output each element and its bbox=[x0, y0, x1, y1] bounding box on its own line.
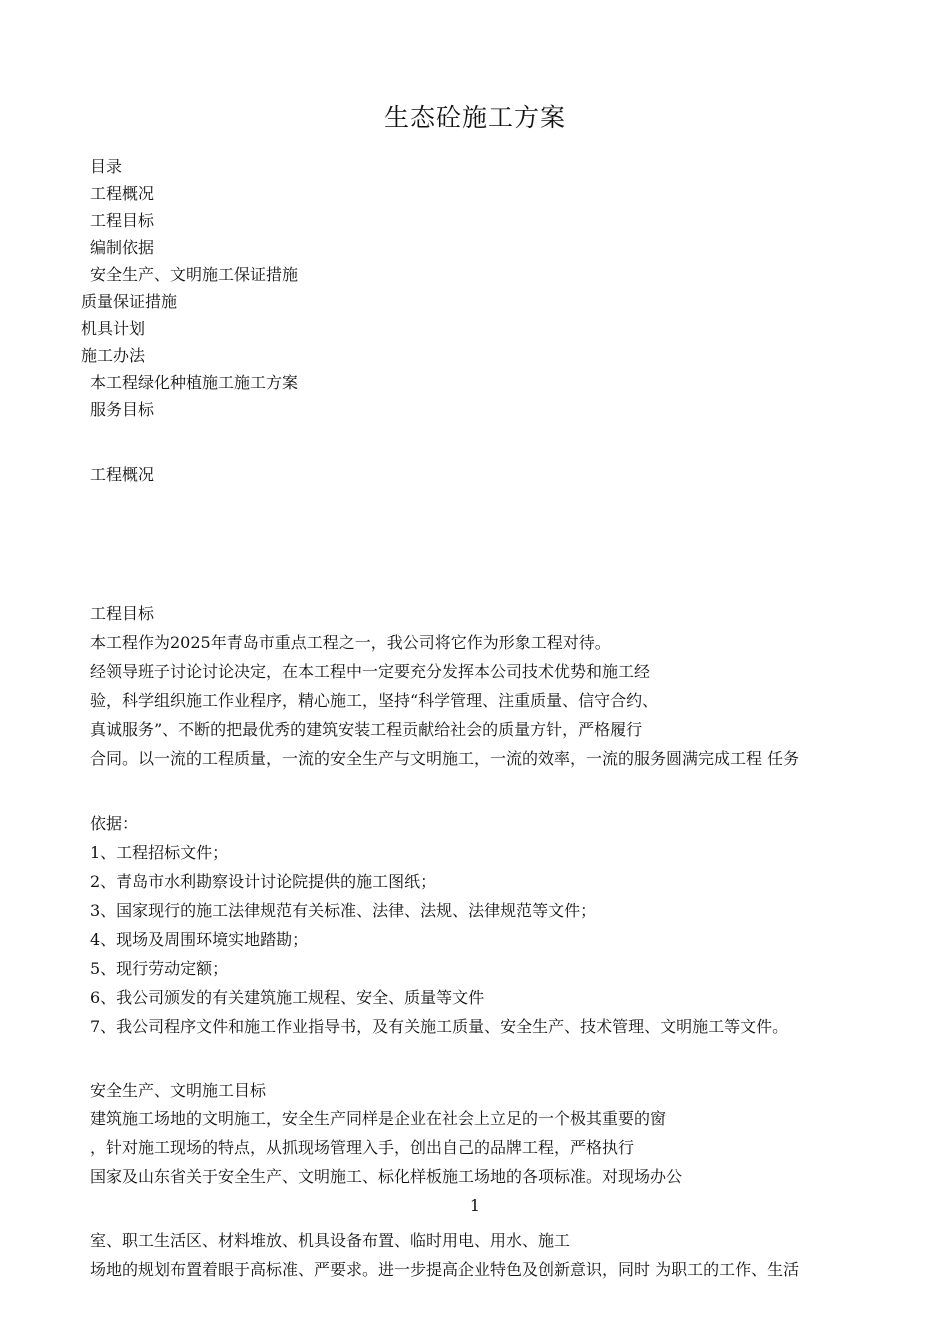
toc-item-goal: 工程目标 bbox=[90, 211, 155, 230]
goal-paragraph-line: 合同。以一流的工程质量，一流的安全生产与文明施工，一流的效率，一流的服务圆满完成工程 任务 bbox=[90, 749, 800, 768]
toc-item-overview: 工程概况 bbox=[90, 184, 155, 203]
section-heading-goal: 工程目标 bbox=[90, 604, 155, 623]
goal-paragraph-line: 验，科学组织施工作业程序，精心施工，坚持“科学管理、注重质量、信守合约、 bbox=[90, 691, 659, 710]
toc-item-equipment: 机具计划 bbox=[81, 319, 146, 338]
basis-list-item: 1、工程招标文件； bbox=[90, 843, 229, 862]
goal-paragraph-line: 本工程作为2025年青岛市重点工程之一，我公司将它作为形象工程对待。 bbox=[90, 633, 611, 652]
continued-paragraph-line: 室、职工生活区、材料堆放、机具设备布置、临时用电、用水、施工 bbox=[90, 1231, 571, 1250]
page-number: 1 bbox=[469, 1196, 481, 1215]
basis-list-item: 4、现场及周围环境实地踏勘； bbox=[90, 930, 309, 949]
safety-paragraph-line: ，针对施工现场的特点，从抓现场管理入手，创出自己的品牌工程，严格执行 bbox=[90, 1138, 635, 1157]
goal-paragraph-line: 经领导班子讨论讨论决定，在本工程中一定要充分发挥本公司技术优势和施工经 bbox=[90, 662, 651, 681]
basis-list-item: 6、我公司颁发的有关建筑施工规程、安全、质量等文件 bbox=[90, 988, 485, 1007]
safety-paragraph-line: 国家及山东省关于安全生产、文明施工、标化样板施工场地的各项标准。对现场办公 bbox=[90, 1167, 683, 1186]
basis-list-item: 7、我公司程序文件和施工作业指导书，及有关施工质量、安全生产、技术管理、文明施工等文件。 bbox=[90, 1017, 789, 1036]
toc-item-service: 服务目标 bbox=[90, 400, 155, 419]
goal-paragraph-line: 真诚服务”、不断的把最优秀的建筑安装工程贡献给社会的质量方针，严格履行 bbox=[90, 720, 643, 739]
basis-list-item: 3、国家现行的施工法律规范有关标准、法律、法规、法律规范等文件； bbox=[90, 901, 597, 920]
basis-list-item: 2、青岛市水利勘察设计讨论院提供的施工图纸； bbox=[90, 872, 437, 891]
toc-item-method: 施工办法 bbox=[81, 346, 146, 365]
toc-item-contents: 目录 bbox=[90, 157, 123, 176]
toc-item-greening: 本工程绿化种植施工施工方案 bbox=[90, 373, 299, 392]
document-title: 生态砼施工方案 bbox=[383, 103, 566, 132]
toc-item-safety: 安全生产、文明施工保证措施 bbox=[90, 265, 299, 284]
basis-list-item: 5、现行劳动定额； bbox=[90, 959, 229, 978]
continued-paragraph-line: 场地的规划布置着眼于高标准、严要求。进一步提高企业特色及创新意识，同时 为职工的工作、生活 bbox=[90, 1260, 800, 1279]
section-heading-safety: 安全生产、文明施工目标 bbox=[90, 1081, 267, 1100]
toc-item-quality: 质量保证措施 bbox=[81, 292, 178, 311]
section-heading-basis: 依据： bbox=[90, 814, 139, 833]
safety-paragraph-line: 建筑施工场地的文明施工，安全生产同样是企业在社会上立足的一个极其重要的窗 bbox=[90, 1109, 667, 1128]
toc-item-basis: 编制依据 bbox=[90, 238, 155, 257]
section-heading-overview: 工程概况 bbox=[90, 465, 155, 484]
